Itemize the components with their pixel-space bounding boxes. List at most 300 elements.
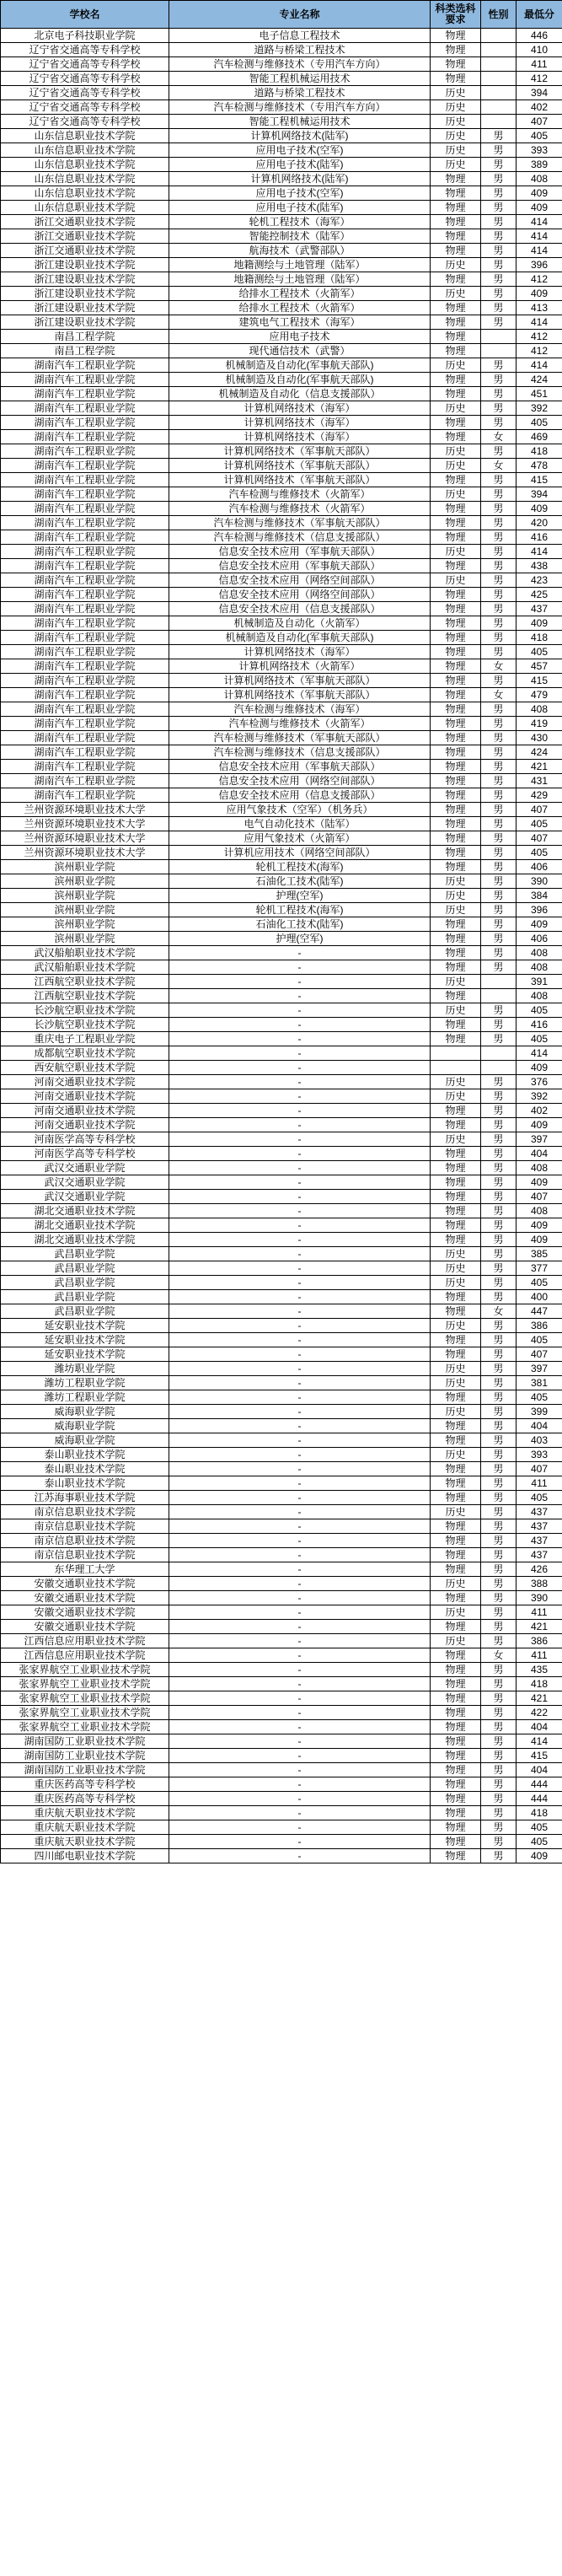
cell-score: 385 bbox=[517, 1247, 562, 1261]
cell-score: 437 bbox=[517, 1534, 562, 1548]
cell-major: - bbox=[169, 1247, 431, 1261]
cell-subject: 历史 bbox=[431, 889, 481, 903]
cell-gender: 男 bbox=[481, 1706, 517, 1720]
cell-school: 江西信息应用职业技术学院 bbox=[1, 1634, 169, 1648]
cell-score: 405 bbox=[517, 1032, 562, 1046]
cell-subject: 历史 bbox=[431, 874, 481, 889]
cell-major: 信息安全技术应用（军事航天部队） bbox=[169, 559, 431, 573]
cell-score: 394 bbox=[517, 86, 562, 100]
table-row bbox=[1, 387, 562, 401]
cell-gender: 男 bbox=[481, 1190, 517, 1204]
table-row bbox=[1, 1806, 562, 1820]
cell-school: 湖南汽车工程职业学院 bbox=[1, 459, 169, 473]
cell-major: 计算机网络技术（火箭军） bbox=[169, 659, 431, 674]
cell-subject: 历史 bbox=[431, 1276, 481, 1290]
table-row bbox=[1, 1433, 562, 1448]
cell-school: 张家界航空工业职业技术学院 bbox=[1, 1691, 169, 1706]
table-row bbox=[1, 1835, 562, 1849]
cell-gender: 男 bbox=[481, 1548, 517, 1562]
table-row bbox=[1, 1763, 562, 1777]
cell-score: 407 bbox=[517, 1347, 562, 1362]
cell-school: 威海职业学院 bbox=[1, 1433, 169, 1448]
table-row bbox=[1, 1519, 562, 1534]
cell-score: 431 bbox=[517, 774, 562, 788]
cell-major: - bbox=[169, 1777, 431, 1792]
cell-subject: 物理 bbox=[431, 502, 481, 516]
cell-school: 安徽交通职业技术学院 bbox=[1, 1577, 169, 1591]
cell-gender: 男 bbox=[481, 143, 517, 158]
cell-school: 湖南汽车工程职业学院 bbox=[1, 688, 169, 702]
cell-gender: 男 bbox=[481, 645, 517, 659]
cell-gender bbox=[481, 115, 517, 129]
table-row bbox=[1, 1376, 562, 1390]
table-row bbox=[1, 172, 562, 186]
table-row bbox=[1, 1491, 562, 1505]
cell-gender: 男 bbox=[481, 487, 517, 502]
cell-gender: 男 bbox=[481, 1405, 517, 1419]
cell-major: 护理(空军) bbox=[169, 932, 431, 946]
cell-score: 437 bbox=[517, 1548, 562, 1562]
table-row bbox=[1, 1032, 562, 1046]
table-row bbox=[1, 201, 562, 215]
table-row bbox=[1, 416, 562, 430]
cell-school: 重庆航天职业技术学院 bbox=[1, 1806, 169, 1820]
cell-gender bbox=[481, 1061, 517, 1075]
cell-major: - bbox=[169, 1175, 431, 1190]
table-row bbox=[1, 1648, 562, 1663]
cell-major: 汽车检测与维修技术（专用汽车方向） bbox=[169, 100, 431, 115]
cell-gender: 男 bbox=[481, 473, 517, 487]
cell-school: 湖南汽车工程职业学院 bbox=[1, 745, 169, 760]
cell-gender bbox=[481, 100, 517, 115]
table-row bbox=[1, 272, 562, 287]
cell-major: - bbox=[169, 1032, 431, 1046]
table-row bbox=[1, 1820, 562, 1835]
cell-subject: 物理 bbox=[431, 946, 481, 960]
cell-subject: 历史 bbox=[431, 1505, 481, 1519]
cell-school: 张家界航空工业职业技术学院 bbox=[1, 1720, 169, 1734]
cell-gender: 男 bbox=[481, 1505, 517, 1519]
table-row bbox=[1, 1362, 562, 1376]
cell-school: 山东信息职业技术学院 bbox=[1, 129, 169, 143]
cell-gender: 男 bbox=[481, 932, 517, 946]
cell-gender: 男 bbox=[481, 1605, 517, 1620]
cell-subject: 物理 bbox=[431, 344, 481, 358]
cell-gender bbox=[481, 43, 517, 57]
table-row bbox=[1, 1061, 562, 1075]
cell-subject: 物理 bbox=[431, 1648, 481, 1663]
cell-major: - bbox=[169, 1419, 431, 1433]
cell-school: 重庆医药高等专科学校 bbox=[1, 1792, 169, 1806]
cell-score: 437 bbox=[517, 602, 562, 616]
cell-score: 418 bbox=[517, 444, 562, 459]
cell-score: 405 bbox=[517, 846, 562, 860]
cell-major: 信息安全技术应用（网络空间部队） bbox=[169, 573, 431, 588]
table-row bbox=[1, 1132, 562, 1147]
cell-major: 给排水工程技术（火箭军） bbox=[169, 287, 431, 301]
table-row bbox=[1, 115, 562, 129]
cell-school: 河南交通职业技术学院 bbox=[1, 1075, 169, 1089]
cell-major: 道路与桥梁工程技术 bbox=[169, 86, 431, 100]
cell-gender bbox=[481, 330, 517, 344]
cell-major: 机械制造及自动化(军事航天部队) bbox=[169, 358, 431, 373]
cell-gender: 女 bbox=[481, 659, 517, 674]
cell-school: 河南交通职业技术学院 bbox=[1, 1089, 169, 1104]
cell-subject: 物理 bbox=[431, 330, 481, 344]
cell-score: 403 bbox=[517, 1433, 562, 1448]
cell-score: 390 bbox=[517, 1591, 562, 1605]
cell-gender: 男 bbox=[481, 244, 517, 258]
cell-major: - bbox=[169, 1835, 431, 1849]
cell-school: 河南交通职业技术学院 bbox=[1, 1104, 169, 1118]
cell-score: 424 bbox=[517, 745, 562, 760]
cell-school: 湖南汽车工程职业学院 bbox=[1, 774, 169, 788]
cell-score: 400 bbox=[517, 1290, 562, 1304]
cell-score: 414 bbox=[517, 229, 562, 244]
cell-gender: 男 bbox=[481, 1634, 517, 1648]
cell-school: 湖南汽车工程职业学院 bbox=[1, 674, 169, 688]
cell-school: 湖北交通职业技术学院 bbox=[1, 1218, 169, 1233]
table-row bbox=[1, 1448, 562, 1462]
cell-score: 405 bbox=[517, 1390, 562, 1405]
cell-school: 南京信息职业技术学院 bbox=[1, 1519, 169, 1534]
cell-school: 滨州职业学院 bbox=[1, 860, 169, 874]
cell-school: 辽宁省交通高等专科学校 bbox=[1, 115, 169, 129]
cell-school: 潍坊工程职业学院 bbox=[1, 1376, 169, 1390]
table-row bbox=[1, 1089, 562, 1104]
cell-score: 392 bbox=[517, 401, 562, 416]
cell-school: 威海职业学院 bbox=[1, 1405, 169, 1419]
cell-major: 石油化工技术(陆军) bbox=[169, 917, 431, 932]
table-row bbox=[1, 1190, 562, 1204]
cell-subject: 历史 bbox=[431, 129, 481, 143]
cell-school: 湖南汽车工程职业学院 bbox=[1, 358, 169, 373]
cell-subject: 物理 bbox=[431, 731, 481, 745]
cell-school: 湖南汽车工程职业学院 bbox=[1, 645, 169, 659]
cell-score: 424 bbox=[517, 373, 562, 387]
cell-gender: 男 bbox=[481, 1261, 517, 1276]
table-row bbox=[1, 760, 562, 774]
cell-score: 390 bbox=[517, 874, 562, 889]
cell-gender: 男 bbox=[481, 1161, 517, 1175]
table-row bbox=[1, 530, 562, 545]
header-score: 最低分 bbox=[517, 1, 562, 29]
cell-subject: 物理 bbox=[431, 831, 481, 846]
cell-major: - bbox=[169, 1290, 431, 1304]
cell-major: - bbox=[169, 1376, 431, 1390]
cell-score: 396 bbox=[517, 903, 562, 917]
cell-subject: 物理 bbox=[431, 1018, 481, 1032]
cell-subject: 物理 bbox=[431, 1233, 481, 1247]
cell-major: - bbox=[169, 1362, 431, 1376]
cell-gender: 男 bbox=[481, 416, 517, 430]
cell-subject: 物理 bbox=[431, 917, 481, 932]
cell-gender: 男 bbox=[481, 129, 517, 143]
cell-score: 404 bbox=[517, 1763, 562, 1777]
cell-gender: 男 bbox=[481, 1018, 517, 1032]
cell-subject: 物理 bbox=[431, 788, 481, 803]
cell-subject: 物理 bbox=[431, 1390, 481, 1405]
cell-subject: 物理 bbox=[431, 516, 481, 530]
cell-subject: 物理 bbox=[431, 1462, 481, 1476]
cell-subject: 物理 bbox=[431, 430, 481, 444]
cell-score: 421 bbox=[517, 1620, 562, 1634]
cell-gender: 男 bbox=[481, 1204, 517, 1218]
cell-subject: 物理 bbox=[431, 530, 481, 545]
cell-subject: 物理 bbox=[431, 1691, 481, 1706]
cell-subject: 历史 bbox=[431, 287, 481, 301]
cell-major: 信息安全技术应用（军事航天部队） bbox=[169, 760, 431, 774]
cell-school: 浙江交通职业技术学院 bbox=[1, 229, 169, 244]
cell-score: 411 bbox=[517, 1605, 562, 1620]
cell-subject: 物理 bbox=[431, 229, 481, 244]
cell-major: - bbox=[169, 1089, 431, 1104]
cell-score: 418 bbox=[517, 631, 562, 645]
cell-major: 计算机网络技术（军事航天部队） bbox=[169, 473, 431, 487]
cell-major: 应用电子技术(空军) bbox=[169, 143, 431, 158]
cell-gender: 男 bbox=[481, 1218, 517, 1233]
cell-major: 汽车检测与维修技术（火箭军） bbox=[169, 502, 431, 516]
table-row bbox=[1, 29, 562, 43]
cell-gender: 男 bbox=[481, 874, 517, 889]
table-row bbox=[1, 674, 562, 688]
cell-score: 405 bbox=[517, 817, 562, 831]
table-row bbox=[1, 1204, 562, 1218]
cell-score: 408 bbox=[517, 702, 562, 717]
cell-gender: 男 bbox=[481, 960, 517, 975]
table-row bbox=[1, 960, 562, 975]
cell-score: 415 bbox=[517, 674, 562, 688]
cell-gender: 男 bbox=[481, 745, 517, 760]
cell-school: 重庆医药高等专科学校 bbox=[1, 1777, 169, 1792]
table-row bbox=[1, 287, 562, 301]
cell-major: - bbox=[169, 1792, 431, 1806]
cell-score: 414 bbox=[517, 1046, 562, 1061]
cell-score: 405 bbox=[517, 129, 562, 143]
cell-major: - bbox=[169, 1190, 431, 1204]
table-row bbox=[1, 1018, 562, 1032]
cell-subject: 历史 bbox=[431, 1261, 481, 1276]
cell-major: 道路与桥梁工程技术 bbox=[169, 43, 431, 57]
cell-school: 潍坊职业学院 bbox=[1, 1362, 169, 1376]
table-row bbox=[1, 702, 562, 717]
cell-subject: 物理 bbox=[431, 1749, 481, 1763]
cell-major: - bbox=[169, 1691, 431, 1706]
cell-subject: 历史 bbox=[431, 143, 481, 158]
cell-major: - bbox=[169, 1491, 431, 1505]
cell-major: 信息安全技术应用（军事航天部队） bbox=[169, 545, 431, 559]
cell-major: 汽车检测与维修技术（军事航天部队） bbox=[169, 731, 431, 745]
cell-gender: 男 bbox=[481, 1777, 517, 1792]
cell-gender: 女 bbox=[481, 459, 517, 473]
cell-subject: 物理 bbox=[431, 215, 481, 229]
cell-subject: 物理 bbox=[431, 616, 481, 631]
cell-school: 安徽交通职业技术学院 bbox=[1, 1620, 169, 1634]
table-row bbox=[1, 1347, 562, 1362]
cell-subject: 物理 bbox=[431, 1792, 481, 1806]
cell-major: - bbox=[169, 1605, 431, 1620]
cell-school: 滨州职业学院 bbox=[1, 903, 169, 917]
cell-subject: 物理 bbox=[431, 1218, 481, 1233]
cell-score: 408 bbox=[517, 1204, 562, 1218]
cell-major: 护理(空军) bbox=[169, 889, 431, 903]
cell-school: 武汉交通职业学院 bbox=[1, 1161, 169, 1175]
cell-score: 415 bbox=[517, 473, 562, 487]
cell-major: - bbox=[169, 1749, 431, 1763]
cell-gender: 男 bbox=[481, 1147, 517, 1161]
cell-subject: 历史 bbox=[431, 401, 481, 416]
table-row bbox=[1, 1218, 562, 1233]
cell-subject: 历史 bbox=[431, 1003, 481, 1018]
table-row bbox=[1, 100, 562, 115]
table-row bbox=[1, 430, 562, 444]
cell-gender: 男 bbox=[481, 1562, 517, 1577]
cell-school: 安徽交通职业技术学院 bbox=[1, 1605, 169, 1620]
table-row bbox=[1, 1161, 562, 1175]
cell-school: 延安职业技术学院 bbox=[1, 1333, 169, 1347]
cell-gender: 男 bbox=[481, 186, 517, 201]
cell-score: 478 bbox=[517, 459, 562, 473]
cell-school: 山东信息职业技术学院 bbox=[1, 201, 169, 215]
cell-gender: 男 bbox=[481, 516, 517, 530]
table-row bbox=[1, 817, 562, 831]
table-row bbox=[1, 917, 562, 932]
cell-major: 应用气象技术（火箭军） bbox=[169, 831, 431, 846]
cell-score: 413 bbox=[517, 301, 562, 315]
cell-subject: 物理 bbox=[431, 201, 481, 215]
cell-major: 计算机网络技术（军事航天部队） bbox=[169, 688, 431, 702]
header-gender: 性别 bbox=[481, 1, 517, 29]
cell-gender: 男 bbox=[481, 1677, 517, 1691]
cell-score: 409 bbox=[517, 917, 562, 932]
cell-subject: 物理 bbox=[431, 186, 481, 201]
table-row bbox=[1, 1777, 562, 1792]
cell-score: 409 bbox=[517, 201, 562, 215]
cell-score: 414 bbox=[517, 315, 562, 330]
cell-major: 航海技术（武警部队） bbox=[169, 244, 431, 258]
cell-major: - bbox=[169, 960, 431, 975]
cell-subject: 历史 bbox=[431, 158, 481, 172]
cell-gender: 男 bbox=[481, 1749, 517, 1763]
cell-major: - bbox=[169, 1577, 431, 1591]
cell-school: 湖南汽车工程职业学院 bbox=[1, 559, 169, 573]
cell-school: 泰山职业技术学院 bbox=[1, 1448, 169, 1462]
table-row bbox=[1, 932, 562, 946]
cell-major: - bbox=[169, 1104, 431, 1118]
cell-major: 计算机网络技术（海军） bbox=[169, 416, 431, 430]
cell-school: 泰山职业技术学院 bbox=[1, 1476, 169, 1491]
cell-gender bbox=[481, 86, 517, 100]
cell-score: 409 bbox=[517, 287, 562, 301]
table-row bbox=[1, 43, 562, 57]
cell-gender: 男 bbox=[481, 1319, 517, 1333]
cell-score: 412 bbox=[517, 344, 562, 358]
cell-major: 电子信息工程技术 bbox=[169, 29, 431, 43]
cell-school: 武汉交通职业学院 bbox=[1, 1190, 169, 1204]
cell-school: 滨州职业学院 bbox=[1, 932, 169, 946]
cell-score: 409 bbox=[517, 186, 562, 201]
cell-subject: 物理 bbox=[431, 473, 481, 487]
cell-school: 湖北交通职业技术学院 bbox=[1, 1233, 169, 1247]
cell-major: 石油化工技术(陆军) bbox=[169, 874, 431, 889]
table-row bbox=[1, 1290, 562, 1304]
cell-gender: 男 bbox=[481, 1362, 517, 1376]
cell-major: - bbox=[169, 1648, 431, 1663]
cell-score: 419 bbox=[517, 717, 562, 731]
cell-school: 重庆电子工程职业学院 bbox=[1, 1032, 169, 1046]
cell-score: 412 bbox=[517, 330, 562, 344]
cell-score: 414 bbox=[517, 1734, 562, 1749]
table-row bbox=[1, 502, 562, 516]
cell-major: 汽车检测与维修技术（火箭军） bbox=[169, 487, 431, 502]
cell-subject: 物理 bbox=[431, 1161, 481, 1175]
cell-gender: 男 bbox=[481, 1491, 517, 1505]
cell-major: - bbox=[169, 1118, 431, 1132]
cell-score: 411 bbox=[517, 1648, 562, 1663]
cell-score: 408 bbox=[517, 960, 562, 975]
cell-major: 轮机工程技术(海军) bbox=[169, 860, 431, 874]
cell-score: 404 bbox=[517, 1419, 562, 1433]
cell-school: 湖南汽车工程职业学院 bbox=[1, 444, 169, 459]
cell-school: 四川邮电职业技术学院 bbox=[1, 1849, 169, 1863]
table-row bbox=[1, 975, 562, 989]
table-row bbox=[1, 158, 562, 172]
cell-score: 418 bbox=[517, 1677, 562, 1691]
table-row bbox=[1, 1792, 562, 1806]
cell-score: 415 bbox=[517, 1749, 562, 1763]
cell-score: 407 bbox=[517, 115, 562, 129]
table-row bbox=[1, 358, 562, 373]
cell-score: 405 bbox=[517, 1333, 562, 1347]
cell-subject: 物理 bbox=[431, 301, 481, 315]
cell-school: 湖南汽车工程职业学院 bbox=[1, 416, 169, 430]
cell-score: 444 bbox=[517, 1777, 562, 1792]
table-row bbox=[1, 86, 562, 100]
cell-major: - bbox=[169, 1548, 431, 1562]
cell-school: 湖南国防工业职业技术学院 bbox=[1, 1749, 169, 1763]
cell-subject: 物理 bbox=[431, 1491, 481, 1505]
table-row bbox=[1, 1734, 562, 1749]
cell-subject: 物理 bbox=[431, 1835, 481, 1849]
cell-score: 402 bbox=[517, 100, 562, 115]
table-row bbox=[1, 1720, 562, 1734]
cell-major: - bbox=[169, 1720, 431, 1734]
cell-school: 滨州职业学院 bbox=[1, 889, 169, 903]
cell-major: - bbox=[169, 1204, 431, 1218]
cell-score: 414 bbox=[517, 244, 562, 258]
cell-school: 湖南国防工业职业技术学院 bbox=[1, 1763, 169, 1777]
cell-school: 辽宁省交通高等专科学校 bbox=[1, 100, 169, 115]
cell-major: - bbox=[169, 1003, 431, 1018]
cell-score: 407 bbox=[517, 803, 562, 817]
cell-subject: 历史 bbox=[431, 1376, 481, 1390]
cell-major: - bbox=[169, 989, 431, 1003]
cell-major: - bbox=[169, 1505, 431, 1519]
cell-gender: 男 bbox=[481, 1534, 517, 1548]
cell-subject: 历史 bbox=[431, 1405, 481, 1419]
table-row bbox=[1, 1233, 562, 1247]
cell-gender: 男 bbox=[481, 702, 517, 717]
header-school: 学校名 bbox=[1, 1, 169, 29]
cell-gender: 男 bbox=[481, 215, 517, 229]
cell-score: 405 bbox=[517, 1835, 562, 1849]
cell-gender: 男 bbox=[481, 1175, 517, 1190]
cell-score: 406 bbox=[517, 860, 562, 874]
cell-subject: 物理 bbox=[431, 717, 481, 731]
cell-major: 机械制造及自动化(军事航天部队) bbox=[169, 373, 431, 387]
table-row bbox=[1, 788, 562, 803]
cell-school: 浙江建设职业技术学院 bbox=[1, 287, 169, 301]
